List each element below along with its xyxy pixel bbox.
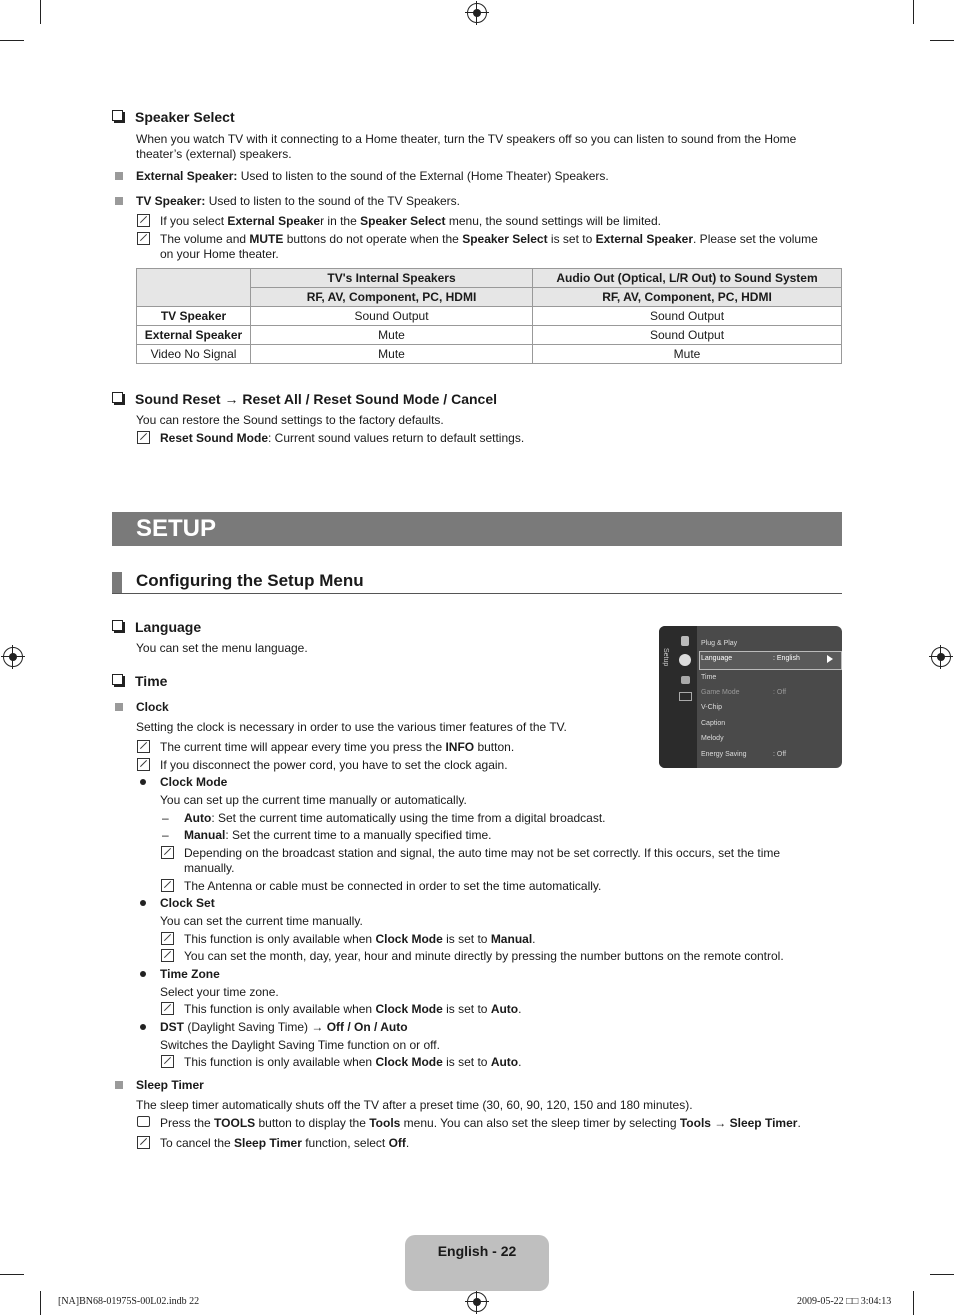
note-icon xyxy=(161,949,174,962)
sound-reset-note: Reset Sound Mode: Current sound values return to default settings. xyxy=(160,431,525,445)
note-icon xyxy=(137,431,150,444)
checkbox-bullet-icon xyxy=(112,620,123,631)
crop-mark xyxy=(913,1291,914,1315)
manual-desc: Manual: Set the current time to a manually specified time. xyxy=(184,828,492,842)
section-title-bar xyxy=(112,512,842,546)
speaker-note-2: The volume and MUTE buttons do not operate when the Speaker Select is set to External Speaker. Please set the volume xyxy=(160,232,818,246)
clock-text: Setting the clock is necessary in order to use the various timer features of the TV. xyxy=(136,720,567,734)
table-cell: Sound Output xyxy=(533,326,842,345)
menu-item-vchip: V-Chip xyxy=(701,704,723,711)
page-number: English - 22 xyxy=(437,1243,517,1259)
checkbox-bullet-icon xyxy=(112,110,123,121)
menu-value-game-mode: : Off xyxy=(773,689,787,696)
print-slug-left: [NA]BN68-01975S-00L02.indb 22 xyxy=(58,1296,200,1307)
clock-set-text: You can set the current time manually. xyxy=(160,914,363,928)
crop-mark xyxy=(40,0,41,24)
clock-heading: Clock xyxy=(136,700,169,714)
tv-speaker-desc: TV Speaker: Used to listen to the sound of the TV Speakers. xyxy=(136,194,460,208)
clock-mode-note-1: Depending on the broadcast station and signal, the auto time may not be set correctly. If this occurs, set the time xyxy=(184,846,781,860)
support-icon xyxy=(679,692,692,701)
note-icon xyxy=(137,1136,150,1149)
clock-set-note-1: This function is only available when Clock Mode is set to Manual. xyxy=(184,932,536,946)
speaker-select-heading: Speaker Select xyxy=(112,109,235,125)
subsection-marker xyxy=(112,572,122,593)
clock-set-note-2: You can set the month, day, year, hour and minute directly by pressing the number buttons on the remote control. xyxy=(184,949,784,963)
menu-item-plug-play: Plug & Play xyxy=(701,640,738,647)
note-icon xyxy=(137,232,150,245)
speaker-select-intro: theater’s (external) speakers. xyxy=(136,147,292,161)
clock-note-1: The current time will appear every time you press the INFO button. xyxy=(160,740,515,754)
bullet-dot-icon xyxy=(140,971,146,977)
menu-item-energy-saving: Energy Saving xyxy=(701,751,747,758)
menu-side-label: Setup xyxy=(662,648,669,667)
square-bullet-icon xyxy=(115,197,123,205)
section-title: SETUP xyxy=(136,515,217,542)
square-bullet-icon xyxy=(115,172,123,180)
dst-text: Switches the Daylight Saving Time function on or off. xyxy=(160,1038,440,1052)
table-row xyxy=(137,326,842,345)
auto-desc: Auto: Set the current time automatically using the time from a digital broadcast. xyxy=(184,811,606,825)
picture-icon xyxy=(681,636,689,646)
note-icon xyxy=(161,1055,174,1068)
speaker-select-intro: When you watch TV with it connecting to a Home theater, turn the TV speakers off so you can listen to sound from the Home xyxy=(136,132,797,146)
menu-item-caption: Caption xyxy=(701,720,726,727)
clock-mode-note-1-cont: manually. xyxy=(184,861,235,875)
table-corner xyxy=(137,269,251,307)
crop-mark xyxy=(913,0,914,24)
print-slug-right: 2009-05-22 □□ 3:04:13 xyxy=(797,1296,892,1307)
crop-mark xyxy=(40,1291,41,1315)
menu-value-energy-saving: : Off xyxy=(773,751,787,758)
note-icon xyxy=(161,879,174,892)
input-icon xyxy=(681,676,690,684)
language-heading: Language xyxy=(112,619,201,635)
bullet-dot-icon xyxy=(140,779,146,785)
speaker-note-1: If you select External Speaker in the Speaker Select menu, the sound settings will be limited. xyxy=(160,214,661,228)
table-cell: Sound Output xyxy=(251,307,533,326)
menu-item-melody: Melody xyxy=(701,735,724,742)
checkbox-bullet-icon xyxy=(112,392,123,403)
sleep-tools-note: Press the TOOLS button to display the Tools menu. You can also set the sleep timer by selecting Tools → Sleep Timer. xyxy=(160,1116,801,1130)
row-label: TV Speaker xyxy=(137,307,251,326)
table-header: Audio Out (Optical, L/R Out) to Sound System xyxy=(533,269,842,288)
sound-reset-heading: Sound Reset → Reset All / Reset Sound Mode / Cancel xyxy=(112,391,497,407)
crop-mark xyxy=(0,1274,24,1275)
square-bullet-icon xyxy=(115,1081,123,1089)
clock-set-heading: Clock Set xyxy=(160,896,215,910)
table-cell: Mute xyxy=(533,345,842,364)
bullet-dot-icon xyxy=(140,1024,146,1030)
menu-item-time: Time xyxy=(701,674,717,681)
crop-mark xyxy=(0,40,24,41)
bullet-dot-icon xyxy=(140,900,146,906)
table-cell: Mute xyxy=(251,326,533,345)
sound-output-table xyxy=(136,268,842,364)
registration-mark-icon xyxy=(3,647,23,667)
setup-gear-icon xyxy=(679,654,691,666)
external-speaker-desc: External Speaker: Used to listen to the sound of the External (Home Theater) Speakers. xyxy=(136,169,609,183)
subsection-title: Configuring the Setup Menu xyxy=(136,571,364,590)
sound-reset-text: You can restore the Sound settings to the factory defaults. xyxy=(136,413,444,427)
registration-mark-icon xyxy=(467,1292,487,1312)
info-icon xyxy=(137,740,150,753)
dst-note: This function is only available when Clock Mode is set to Auto. xyxy=(184,1055,522,1069)
clock-mode-text: You can set up the current time manually or automatically. xyxy=(160,793,467,807)
subsection-rule xyxy=(112,593,842,594)
clock-note-2: If you disconnect the power cord, you have to set the clock again. xyxy=(160,758,508,772)
table-row xyxy=(137,307,842,326)
note-icon xyxy=(137,214,150,227)
time-zone-heading: Time Zone xyxy=(160,967,220,981)
dash-bullet: – xyxy=(162,828,169,842)
note-icon xyxy=(161,932,174,945)
square-bullet-icon xyxy=(115,703,123,711)
note-icon xyxy=(161,846,174,859)
row-label: Video No Signal xyxy=(137,345,251,364)
table-cell: Mute xyxy=(251,345,533,364)
sleep-timer-heading: Sleep Timer xyxy=(136,1078,204,1092)
speaker-note-2-cont: on your Home theater. xyxy=(160,247,279,261)
table-cell: Sound Output xyxy=(533,307,842,326)
table-subheader: RF, AV, Component, PC, HDMI xyxy=(251,288,533,307)
menu-item-language: Language xyxy=(701,655,733,662)
time-zone-note: This function is only available when Clock Mode is set to Auto. xyxy=(184,1002,522,1016)
dash-bullet: – xyxy=(162,811,169,825)
crop-mark xyxy=(930,1274,954,1275)
tools-icon xyxy=(137,1116,150,1127)
registration-mark-icon xyxy=(467,3,487,23)
sleep-timer-text: The sleep timer automatically shuts off the TV after a preset time (30, 60, 90, 120, 150 and 180 minutes). xyxy=(136,1098,693,1112)
crop-mark xyxy=(930,40,954,41)
note-icon xyxy=(137,758,150,771)
note-icon xyxy=(161,1002,174,1015)
table-header: TV's Internal Speakers xyxy=(251,269,533,288)
table-subheader: RF, AV, Component, PC, HDMI xyxy=(533,288,842,307)
time-heading: Time xyxy=(112,673,167,689)
table-row xyxy=(137,345,842,364)
checkbox-bullet-icon xyxy=(112,674,123,685)
clock-mode-heading: Clock Mode xyxy=(160,775,228,789)
menu-item-game-mode: Game Mode xyxy=(701,689,740,696)
clock-mode-note-2: The Antenna or cable must be connected in order to set the time automatically. xyxy=(184,879,602,893)
time-zone-text: Select your time zone. xyxy=(160,985,279,999)
dst-heading: DST (Daylight Saving Time) → Off / On / Auto xyxy=(160,1020,408,1034)
setup-menu-screenshot xyxy=(659,626,842,768)
menu-value-language: : English xyxy=(773,655,800,662)
sleep-cancel-note: To cancel the Sleep Timer function, select Off. xyxy=(160,1136,410,1150)
arrow-right-icon xyxy=(827,655,833,663)
page-number-tab xyxy=(405,1235,549,1291)
row-label: External Speaker xyxy=(137,326,251,345)
language-text: You can set the menu language. xyxy=(136,641,308,655)
registration-mark-icon xyxy=(931,647,951,667)
